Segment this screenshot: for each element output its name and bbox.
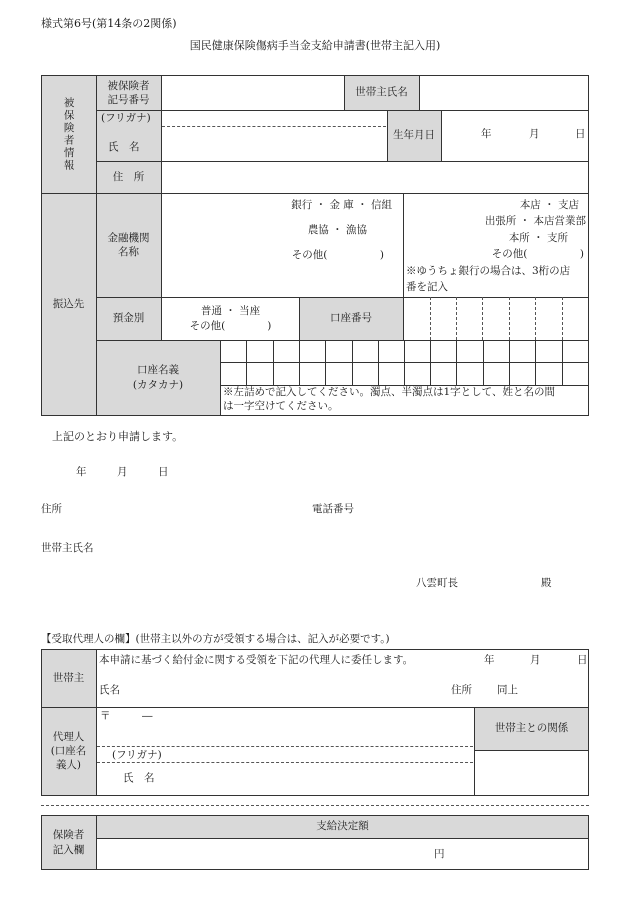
bank-types-2[interactable]: 農協 ・ 漁協 — [307, 224, 367, 236]
agent-address-field[interactable] — [97, 708, 473, 745]
section-separator — [41, 805, 589, 806]
agent-householder-label: 世帯主 — [52, 671, 85, 684]
account-number-field[interactable] — [404, 298, 588, 339]
insured-name-field[interactable] — [162, 127, 386, 160]
insurer-label: 保険者 記入欄 — [52, 829, 85, 856]
agent-name-field[interactable] — [165, 764, 465, 794]
delegation-day-label: 日 — [577, 654, 588, 666]
deposit-type-options[interactable]: 普通 ・ 当座 その他( ) — [189, 305, 272, 332]
relationship-field[interactable] — [475, 751, 588, 795]
birth-day-label: 日 — [575, 128, 586, 140]
birthdate-label: 生年月日 — [393, 129, 435, 142]
yen-unit: 円 — [434, 848, 445, 860]
address-label: 住 所 — [112, 170, 145, 183]
name-label: 氏 名 — [108, 141, 140, 153]
honorific: 殿 — [541, 577, 552, 589]
insured-number-field[interactable] — [162, 76, 343, 109]
apply-day-label: 日 — [158, 466, 169, 478]
apply-month-label: 月 — [117, 466, 128, 478]
application-statement: 上記のとおり申請します。 — [52, 430, 184, 443]
account-holder-kana-field[interactable] — [221, 341, 588, 384]
transfer-section-label: 振込先 — [52, 297, 85, 310]
delegator-address-same: 同上 — [497, 684, 518, 696]
householder-name-field[interactable] — [420, 76, 588, 109]
birth-month-label: 月 — [529, 128, 540, 140]
birthdate-field[interactable] — [442, 111, 588, 160]
agent-label: 代理人 (口座名 義人) — [50, 730, 87, 772]
delegator-name-field[interactable] — [115, 678, 445, 702]
delegator-name-label: 氏名 — [99, 684, 120, 696]
agent-section-heading: 【受取代理人の欄】(世帯主以外の方が受領する場合は、記入が必要です。) — [41, 633, 390, 645]
furigana-field[interactable] — [162, 111, 386, 126]
account-holder-label: 口座名義 (カタカナ) — [132, 364, 184, 391]
apply-year-label: 年 — [76, 466, 87, 478]
branch-types-3[interactable]: 本所 ・ 支所 — [508, 232, 568, 244]
branch-types-other[interactable]: その他( ) — [491, 248, 584, 260]
account-number-label: 口座番号 — [330, 312, 372, 325]
insured-section-label: 被保険者情報 — [62, 96, 75, 172]
holder-note-line2: は一字空けてください。 — [223, 400, 339, 412]
delegator-address-label: 住所 — [451, 684, 472, 696]
agent-name-label: 氏 名 — [123, 772, 155, 784]
deposit-type-label: 預金別 — [112, 312, 145, 325]
yucho-note-line1: ※ゆうちょ銀行の場合は、3桁の店 — [406, 265, 571, 277]
insured-address-field[interactable] — [162, 162, 588, 192]
agent-furigana-label: (フリガナ) — [112, 749, 162, 761]
birth-year-label: 年 — [481, 128, 492, 140]
relationship-label: 世帯主との関係 — [494, 722, 569, 735]
applicant-phone-label: 電話番号 — [312, 503, 354, 515]
applicant-householder-label: 世帯主氏名 — [41, 542, 94, 554]
bank-types-other[interactable]: その他( ) — [291, 249, 384, 261]
bank-types-1[interactable]: 銀行 ・ 金 庫 ・ 信組 — [291, 199, 392, 211]
delegation-statement: 本申請に基づく給付金に関する受領を下記の代理人に委任します。 — [99, 654, 414, 666]
holder-note-line1: ※左詰めで記入してください。濁点、半濁点は1字として、姓と名の間 — [223, 386, 555, 398]
delegation-month-label: 月 — [530, 654, 541, 666]
applicant-address-label: 住所 — [41, 503, 62, 515]
form-number: 様式第6号(第14条の2関係) — [41, 17, 177, 30]
insured-number-label: 被保険者 記号番号 — [107, 79, 150, 106]
mayor-addressee: 八雲町長 — [416, 577, 458, 589]
payment-amount-field[interactable] — [97, 839, 588, 869]
yucho-note-line2: 番を記入 — [406, 281, 448, 293]
page-title: 国民健康保険傷病手当金支給申請書(世帯主記入用) — [189, 39, 441, 52]
furigana-label: (フリガナ) — [101, 112, 151, 124]
branch-types-1[interactable]: 本店 ・ 支店 — [519, 199, 579, 211]
bank-name-label: 金融機関 名称 — [107, 231, 150, 258]
delegation-year-label: 年 — [484, 654, 495, 666]
agent-postal-label: 〒 ― — [100, 710, 153, 722]
householder-name-label: 世帯主氏名 — [355, 86, 408, 99]
payment-amount-label: 支給決定額 — [316, 820, 369, 833]
branch-types-2[interactable]: 出張所 ・ 本店営業部 — [484, 215, 586, 227]
